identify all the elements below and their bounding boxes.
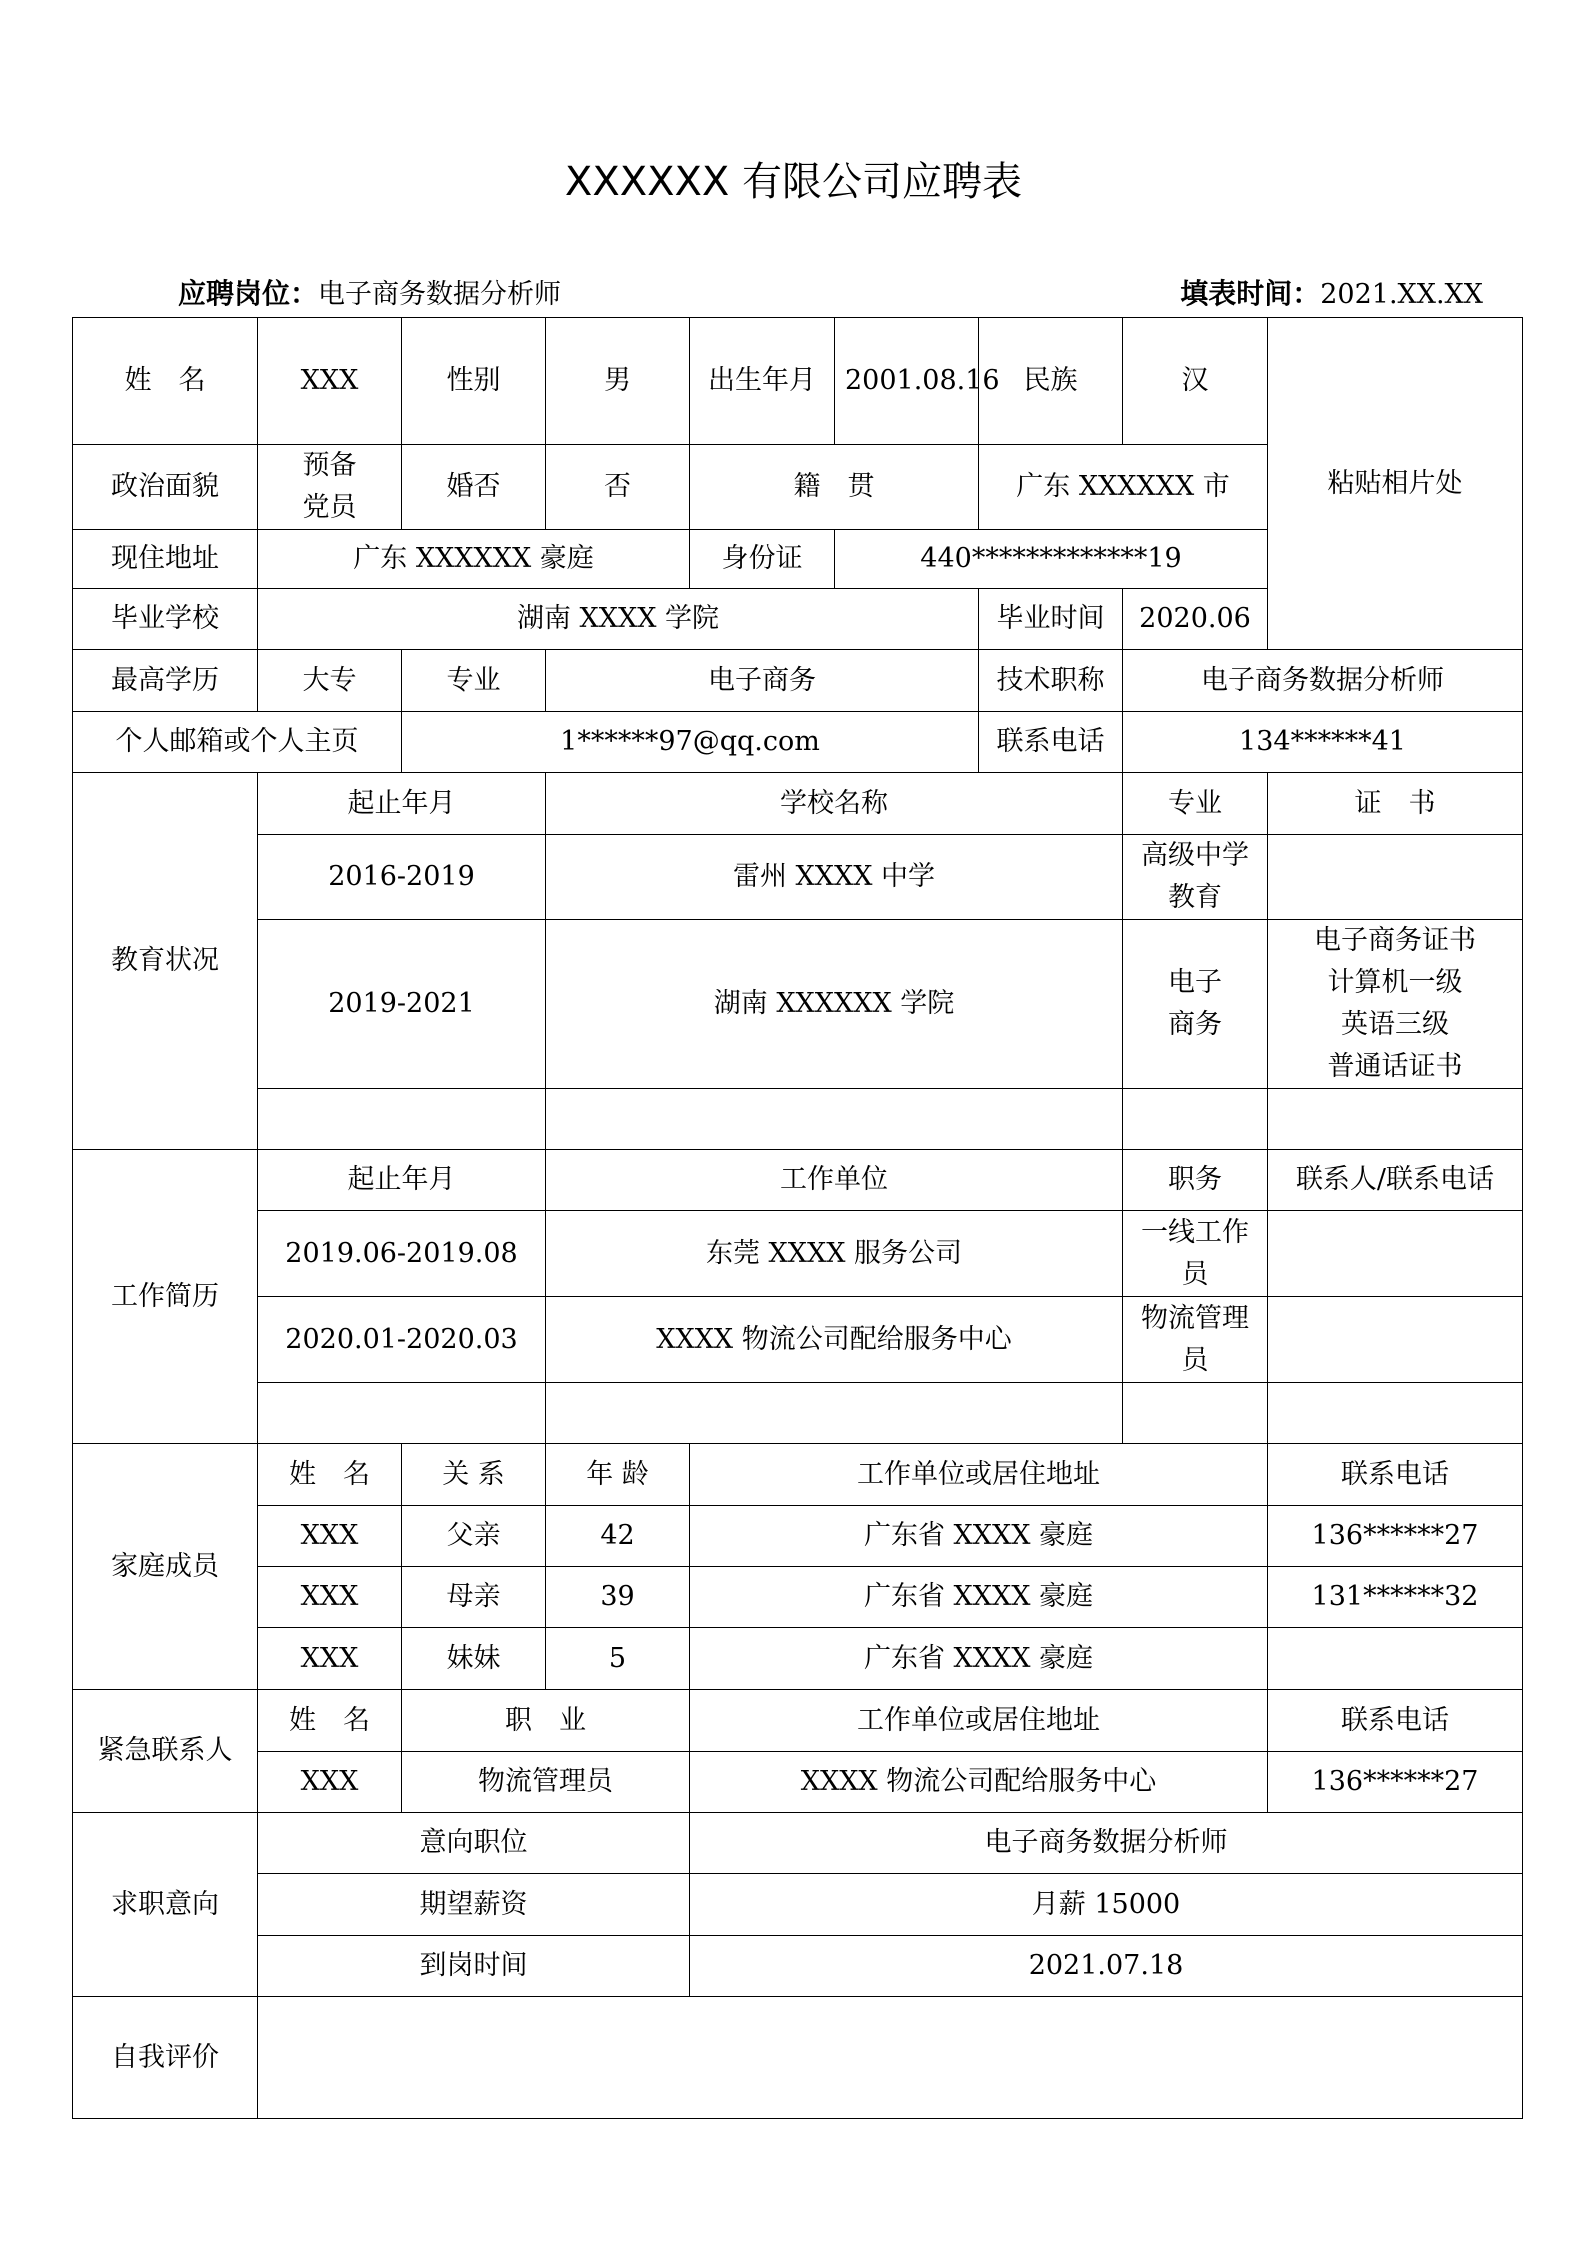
political-value[interactable]: 预备党员 bbox=[258, 445, 402, 530]
emergency-header-job: 职 业 bbox=[402, 1690, 690, 1752]
grad-value[interactable]: 2020.06 bbox=[1123, 589, 1268, 650]
basic-row-5 bbox=[73, 650, 1523, 712]
work-header-contact: 联系人/联系电话 bbox=[1268, 1150, 1523, 1211]
education-header-certs: 证 书 bbox=[1268, 773, 1523, 835]
fill-date-label: 填表时间： bbox=[1180, 277, 1321, 310]
intent-row bbox=[73, 1874, 1523, 1936]
work-role[interactable]: 一线工作员 bbox=[1123, 1211, 1268, 1297]
family-header-age: 年 龄 bbox=[546, 1444, 690, 1506]
major-label: 专业 bbox=[402, 650, 546, 712]
education-row bbox=[73, 835, 1523, 920]
education-period[interactable]: 2016-2019 bbox=[258, 835, 546, 920]
family-name[interactable]: XXX bbox=[258, 1506, 402, 1567]
emergency-header-row bbox=[73, 1690, 1523, 1752]
name-value[interactable]: XXX bbox=[258, 318, 402, 445]
emergency-row bbox=[73, 1752, 1523, 1813]
family-relation[interactable]: 母亲 bbox=[402, 1567, 546, 1628]
degree-label: 最高学历 bbox=[73, 650, 258, 712]
work-row bbox=[73, 1297, 1523, 1383]
family-row bbox=[73, 1567, 1523, 1628]
photo-placeholder[interactable]: 粘贴相片处 bbox=[1268, 318, 1523, 650]
address-value[interactable]: 广东 XXXXXX 豪庭 bbox=[258, 530, 690, 589]
family-age[interactable]: 42 bbox=[546, 1506, 690, 1567]
school-value[interactable]: 湖南 XXXX 学院 bbox=[258, 589, 979, 650]
application-form-table bbox=[72, 317, 1523, 2119]
self-eval-label: 自我评价 bbox=[73, 1997, 258, 2119]
self-eval-value[interactable] bbox=[258, 1997, 1523, 2119]
name-label: 姓 名 bbox=[73, 318, 258, 445]
education-school[interactable]: 雷州 XXXX 中学 bbox=[546, 835, 1123, 920]
political-label: 政治面貌 bbox=[73, 445, 258, 530]
work-contact[interactable] bbox=[1268, 1297, 1523, 1383]
family-relation[interactable]: 父亲 bbox=[402, 1506, 546, 1567]
family-age[interactable]: 5 bbox=[546, 1628, 690, 1690]
family-header-name: 姓 名 bbox=[258, 1444, 402, 1506]
intent-value[interactable]: 2021.07.18 bbox=[690, 1936, 1523, 1997]
form-title: XXXXXX 有限公司应聘表 bbox=[564, 159, 1023, 205]
work-contact[interactable] bbox=[1268, 1383, 1523, 1444]
work-company[interactable] bbox=[546, 1383, 1123, 1444]
family-header-address: 工作单位或居住地址 bbox=[690, 1444, 1268, 1506]
work-section-label: 工作简历 bbox=[73, 1150, 258, 1444]
education-certs[interactable]: 电子商务证书 计算机一级 英语三级 普通话证书 bbox=[1268, 920, 1523, 1089]
gender-label: 性别 bbox=[402, 318, 546, 445]
work-period[interactable] bbox=[258, 1383, 546, 1444]
gender-value[interactable]: 男 bbox=[546, 318, 690, 445]
education-header-row bbox=[73, 773, 1523, 835]
degree-value[interactable]: 大专 bbox=[258, 650, 402, 712]
family-name[interactable]: XXX bbox=[258, 1567, 402, 1628]
family-phone[interactable] bbox=[1268, 1628, 1523, 1690]
family-phone[interactable]: 136******27 bbox=[1268, 1506, 1523, 1567]
education-major[interactable]: 高级中学教育 bbox=[1123, 835, 1268, 920]
education-school[interactable]: 湖南 XXXXXX 学院 bbox=[546, 920, 1123, 1089]
position-applied bbox=[178, 272, 561, 312]
work-row bbox=[73, 1211, 1523, 1297]
work-company[interactable]: 东莞 XXXX 服务公司 bbox=[546, 1211, 1123, 1297]
emergency-header-name: 姓 名 bbox=[258, 1690, 402, 1752]
emergency-section-label: 紧急联系人 bbox=[73, 1690, 258, 1813]
id-label: 身份证 bbox=[690, 530, 835, 589]
ethnicity-label: 民族 bbox=[979, 318, 1123, 445]
family-relation[interactable]: 妹妹 bbox=[402, 1628, 546, 1690]
education-header-major: 专业 bbox=[1123, 773, 1268, 835]
family-phone[interactable]: 131******32 bbox=[1268, 1567, 1523, 1628]
education-header-school: 学校名称 bbox=[546, 773, 1123, 835]
emergency-name[interactable]: XXX bbox=[258, 1752, 402, 1813]
family-address[interactable]: 广东省 XXXX 豪庭 bbox=[690, 1567, 1268, 1628]
phone-value[interactable]: 134******41 bbox=[1123, 712, 1523, 773]
family-row bbox=[73, 1628, 1523, 1690]
intent-label: 期望薪资 bbox=[258, 1874, 690, 1936]
email-value[interactable]: 1******97@qq.com bbox=[402, 712, 979, 773]
work-header-role: 职务 bbox=[1123, 1150, 1268, 1211]
education-major[interactable] bbox=[1123, 1089, 1268, 1150]
title-value[interactable]: 电子商务数据分析师 bbox=[1123, 650, 1523, 712]
position-label: 应聘岗位： bbox=[178, 277, 319, 310]
education-period[interactable] bbox=[258, 1089, 546, 1150]
family-age[interactable]: 39 bbox=[546, 1567, 690, 1628]
position-value[interactable]: 电子商务数据分析师 bbox=[318, 279, 562, 310]
birth-label: 出生年月 bbox=[690, 318, 835, 445]
education-row bbox=[73, 920, 1523, 1089]
emergency-phone[interactable]: 136******27 bbox=[1268, 1752, 1523, 1813]
education-major[interactable]: 电子商务 bbox=[1123, 920, 1268, 1089]
intent-value[interactable]: 月薪 15000 bbox=[690, 1874, 1523, 1936]
family-header-row bbox=[73, 1444, 1523, 1506]
work-role[interactable]: 物流管理员 bbox=[1123, 1297, 1268, 1383]
education-section-label: 教育状况 bbox=[73, 773, 258, 1150]
self-eval-row bbox=[73, 1997, 1523, 2119]
family-header-relation: 关 系 bbox=[402, 1444, 546, 1506]
family-name[interactable]: XXX bbox=[258, 1628, 402, 1690]
major-value[interactable]: 电子商务 bbox=[546, 650, 979, 712]
education-period[interactable]: 2019-2021 bbox=[258, 920, 546, 1089]
work-header-row bbox=[73, 1150, 1523, 1211]
work-company[interactable]: XXXX 物流公司配给服务中心 bbox=[546, 1297, 1123, 1383]
emergency-header-address: 工作单位或居住地址 bbox=[690, 1690, 1268, 1752]
address-label: 现住地址 bbox=[73, 530, 258, 589]
education-certs[interactable] bbox=[1268, 835, 1523, 920]
work-empty-row bbox=[73, 1383, 1523, 1444]
family-address[interactable]: 广东省 XXXX 豪庭 bbox=[690, 1506, 1268, 1567]
id-value[interactable]: 440*************19 bbox=[835, 530, 1268, 589]
intent-row bbox=[73, 1813, 1523, 1874]
work-header-period: 起止年月 bbox=[258, 1150, 546, 1211]
family-section-label: 家庭成员 bbox=[73, 1444, 258, 1690]
work-role[interactable] bbox=[1123, 1383, 1268, 1444]
intent-label: 意向职位 bbox=[258, 1813, 690, 1874]
work-contact[interactable] bbox=[1268, 1211, 1523, 1297]
family-address[interactable]: 广东省 XXXX 豪庭 bbox=[690, 1628, 1268, 1690]
title-label: 技术职称 bbox=[979, 650, 1123, 712]
emergency-header-phone: 联系电话 bbox=[1268, 1690, 1523, 1752]
ethnicity-value[interactable]: 汉 bbox=[1123, 318, 1268, 445]
native-label: 籍 贯 bbox=[690, 445, 979, 530]
education-empty-row bbox=[73, 1089, 1523, 1150]
marital-value[interactable]: 否 bbox=[546, 445, 690, 530]
emergency-job[interactable]: 物流管理员 bbox=[402, 1752, 690, 1813]
basic-row-1 bbox=[73, 318, 1523, 445]
email-label: 个人邮箱或个人主页 bbox=[73, 712, 402, 773]
work-header-company: 工作单位 bbox=[546, 1150, 1123, 1211]
native-value[interactable]: 广东 XXXXXX 市 bbox=[979, 445, 1268, 530]
intent-row bbox=[73, 1936, 1523, 1997]
marital-label: 婚否 bbox=[402, 445, 546, 530]
basic-row-6 bbox=[73, 712, 1523, 773]
intent-section-label: 求职意向 bbox=[73, 1813, 258, 1997]
intent-value[interactable]: 电子商务数据分析师 bbox=[690, 1813, 1523, 1874]
work-period[interactable]: 2019.06-2019.08 bbox=[258, 1211, 546, 1297]
fill-date bbox=[1180, 272, 1483, 312]
education-school[interactable] bbox=[546, 1089, 1123, 1150]
family-row bbox=[73, 1506, 1523, 1567]
fill-date-value[interactable]: 2021.XX.XX bbox=[1320, 279, 1483, 310]
birth-value[interactable]: 2001.08.16 bbox=[835, 318, 979, 445]
family-header-phone: 联系电话 bbox=[1268, 1444, 1523, 1506]
phone-label: 联系电话 bbox=[979, 712, 1123, 773]
school-label: 毕业学校 bbox=[73, 589, 258, 650]
education-header-period: 起止年月 bbox=[258, 773, 546, 835]
intent-label: 到岗时间 bbox=[258, 1936, 690, 1997]
education-certs[interactable] bbox=[1268, 1089, 1523, 1150]
work-period[interactable]: 2020.01-2020.03 bbox=[258, 1297, 546, 1383]
emergency-address[interactable]: XXXX 物流公司配给服务中心 bbox=[690, 1752, 1268, 1813]
grad-label: 毕业时间 bbox=[979, 589, 1123, 650]
